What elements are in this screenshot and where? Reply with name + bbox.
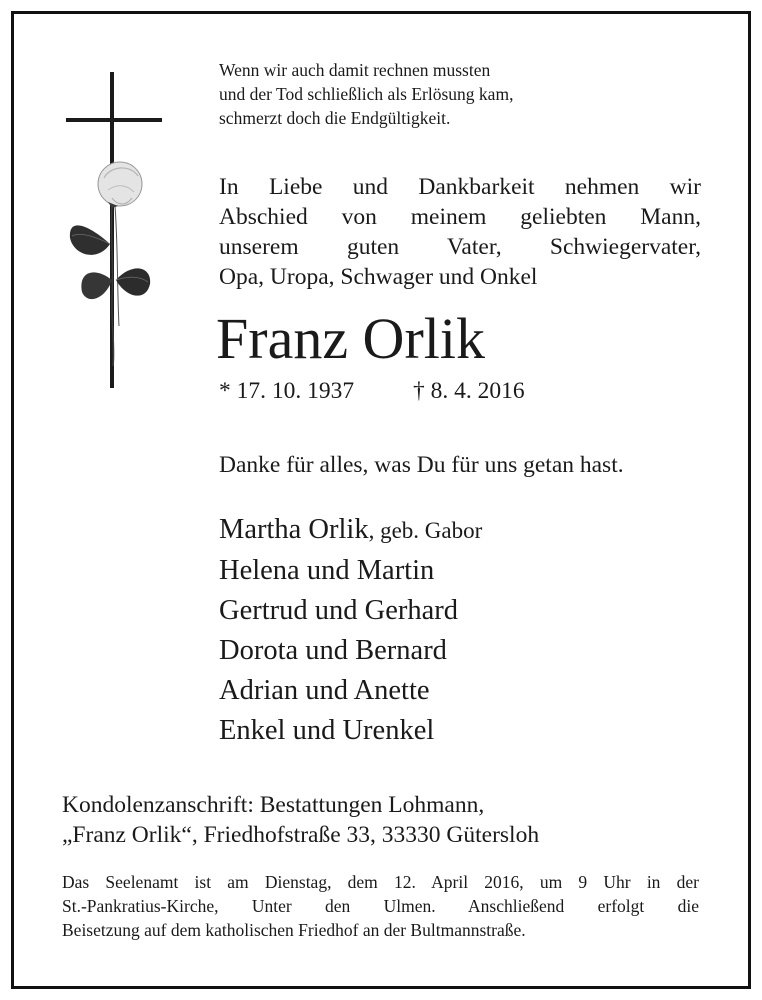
quote-line: schmerzt doch die Endgültigkeit.	[219, 108, 451, 128]
farewell-text	[219, 172, 701, 292]
family-member: Enkel und Urenkel	[219, 715, 435, 746]
family-list	[219, 510, 482, 751]
service-line: Beisetzung auf dem katholischen Friedhof an der Bultmannstraße.	[62, 920, 526, 940]
family-member: Adrian und Anette	[219, 675, 430, 706]
thanks-text: Danke für alles, was Du für uns getan hast.	[219, 452, 624, 478]
death-date: † 8. 4. 2016	[413, 378, 525, 404]
family-member: Helena und Martin	[219, 555, 435, 586]
quote-line: und der Tod schließlich als Erlösung kam,	[219, 84, 514, 104]
intro-line: unserem guten Vater, Schwiegervater,	[219, 234, 701, 260]
cross-with-rose-image	[60, 66, 170, 396]
family-member: Gertrud und Gerhard	[219, 595, 458, 626]
life-dates	[219, 376, 525, 406]
birth-date: * 17. 10. 1937	[219, 378, 355, 404]
service-line: St.-Pankratius-Kirche, Unter den Ulmen. Anschließend erfolgt die	[62, 896, 699, 916]
deceased-name: Franz Orlik	[216, 306, 485, 371]
widow-name: Martha Orlik	[219, 514, 369, 545]
service-line: Das Seelenamt ist am Dienstag, dem 12. April 2016, um 9 Uhr in der	[62, 872, 699, 892]
widow-maiden-name: , geb. Gabor	[368, 518, 483, 543]
service-info	[62, 870, 699, 942]
condolence-line: Kondolenzanschrift: Bestattungen Lohmann,	[62, 792, 485, 818]
condolence-address	[62, 790, 539, 850]
condolence-line: „Franz Orlik“, Friedhofstraße 33, 33330 Gütersloh	[62, 822, 540, 848]
family-member: Dorota und Bernard	[219, 635, 447, 666]
opening-quote	[219, 58, 513, 130]
family-member	[219, 510, 482, 551]
quote-line: Wenn wir auch damit rechnen mussten	[219, 60, 491, 80]
intro-line: Abschied von meinem geliebten Mann,	[219, 204, 701, 230]
intro-line: In Liebe und Dankbarkeit nehmen wir	[219, 174, 701, 200]
intro-line: Opa, Uropa, Schwager und Onkel	[219, 264, 538, 290]
